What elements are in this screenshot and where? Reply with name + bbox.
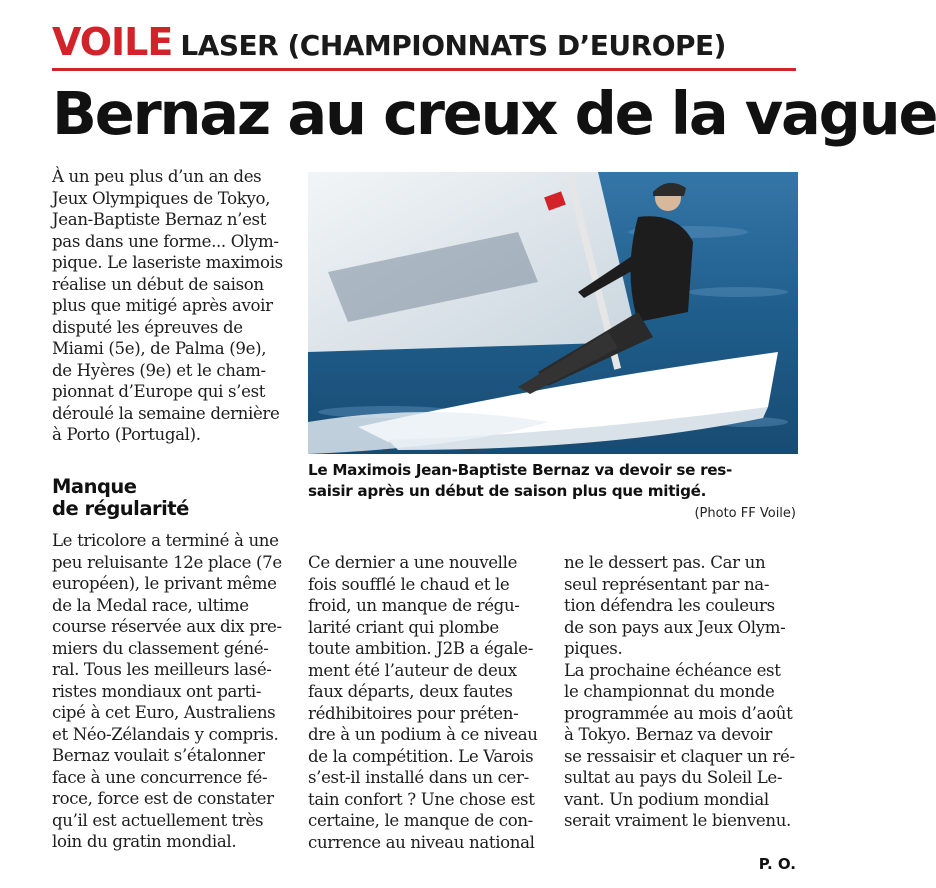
subheading [52, 476, 284, 520]
body-line: de la Medal race, ultime [52, 595, 249, 615]
intro-line: pionnat d’Europe qui s’est [52, 382, 266, 401]
body-line: fois soufflé le chaud et le [308, 574, 510, 594]
kicker-rule [52, 68, 796, 71]
body-line: européen), le privant même [52, 574, 277, 593]
body-line: currence au niveau national [308, 832, 535, 852]
body-line: cipé à cet Euro, Australiens [52, 703, 276, 722]
laser-dinghy-illustration [308, 172, 798, 454]
intro-line: de Hyères (9e) et le cham- [52, 360, 266, 380]
intro-line: disputé les épreuves de [52, 317, 243, 337]
body-line: face à une concurrence fé- [52, 767, 268, 787]
body-line: à Tokyo. Bernaz va devoir [564, 725, 772, 744]
body-line: piques. [564, 639, 623, 658]
body-line: faux départs, deux fautes [308, 682, 513, 701]
body-line: ral. Tous les meilleurs lasé- [52, 660, 272, 679]
intro-line: À un peu plus d’un an des [52, 167, 262, 186]
body-line: tain confort ? Une chose est [308, 789, 535, 809]
subheading-line: Manque [52, 475, 137, 498]
column-3 [564, 552, 796, 832]
topic-label: LASER (CHAMPIONNATS D’EUROPE) [180, 29, 726, 62]
intro-line: pas dans une forme... Olym- [52, 231, 279, 251]
body-line: rédhibitoires pour préten- [308, 703, 519, 723]
body-line: ment été l’auteur de deux [308, 660, 517, 680]
column-2 [308, 552, 540, 853]
intro-line: réalise un début de saison [52, 274, 264, 294]
photo-credit: (Photo FF Voile) [694, 506, 796, 521]
caption-line: saisir après un début de saison plus que mitigé. [308, 482, 707, 500]
body-line: Ce dernier a une nouvelle [308, 553, 518, 572]
column-1 [52, 530, 284, 853]
body-line: dre à un podium à ce niveau [308, 725, 538, 744]
body-line: loin du gratin mondial. [52, 832, 237, 851]
body-line: Le tricolore a terminé à une [52, 531, 279, 550]
body-line: roce, force est de constater [52, 789, 274, 808]
body-line: tion défendra les couleurs [564, 596, 775, 615]
body-line: ristes mondiaux ont parti- [52, 681, 262, 701]
body-line: certaine, le manque de con- [308, 811, 533, 830]
body-line: seul représentant par na- [564, 574, 770, 594]
author-signature: P. O. [758, 855, 796, 873]
body-line: programmée au mois d’août [564, 703, 793, 723]
sailing-photo [308, 172, 798, 454]
body-line: ne le dessert pas. Car un [564, 553, 766, 572]
body-line: Bernaz voulait s’étalonner [52, 746, 265, 765]
body-line: le championnat du monde [564, 682, 775, 701]
intro-line: Miami (5e), de Palma (9e), [52, 339, 267, 358]
caption-line: Le Maximois Jean-Baptiste Bernaz va devoir se res- [308, 461, 733, 479]
subheading-line: de régularité [52, 497, 189, 520]
headline: Bernaz au creux de la vague [52, 79, 936, 148]
body-line: miers du classement géné- [52, 638, 269, 658]
body-line: La prochaine échéance est [564, 660, 781, 680]
body-line: peu reluisante 12e place (7e [52, 552, 282, 572]
body-line: larité criant qui plombe [308, 617, 499, 637]
section-label: VOILE [52, 20, 173, 64]
body-line: course réservée aux dix pre- [52, 617, 282, 636]
body-line: de la compétition. Le Varois [308, 746, 534, 766]
body-line: sultat au pays du Soleil Le- [564, 768, 783, 787]
body-line: de son pays aux Jeux Olym- [564, 617, 786, 637]
intro-line: à Porto (Portugal). [52, 425, 201, 444]
photo-caption [308, 460, 798, 502]
body-line: se ressaisir et claquer un ré- [564, 746, 795, 766]
intro-text [52, 166, 284, 446]
intro-line: plus que mitigé après avoir [52, 296, 273, 315]
intro-line: Jean-Baptiste Bernaz n’est [52, 210, 267, 229]
body-line: toute ambition. J2B a égale- [308, 639, 533, 658]
section-kicker [52, 20, 726, 64]
intro-line: déroulé la semaine dernière [52, 403, 280, 423]
intro-line: Jeux Olympiques de Tokyo, [52, 188, 271, 208]
intro-line: pique. Le laseriste maximois [52, 253, 283, 272]
body-line: vant. Un podium mondial [564, 789, 769, 809]
body-line: qu’il est actuellement très [52, 810, 264, 830]
body-line: et Néo-Zélandais y compris. [52, 724, 279, 744]
body-line: froid, un manque de régu- [308, 596, 520, 615]
body-line: serait vraiment le bienvenu. [564, 811, 791, 830]
body-line: s’est-il installé dans un cer- [308, 768, 529, 787]
